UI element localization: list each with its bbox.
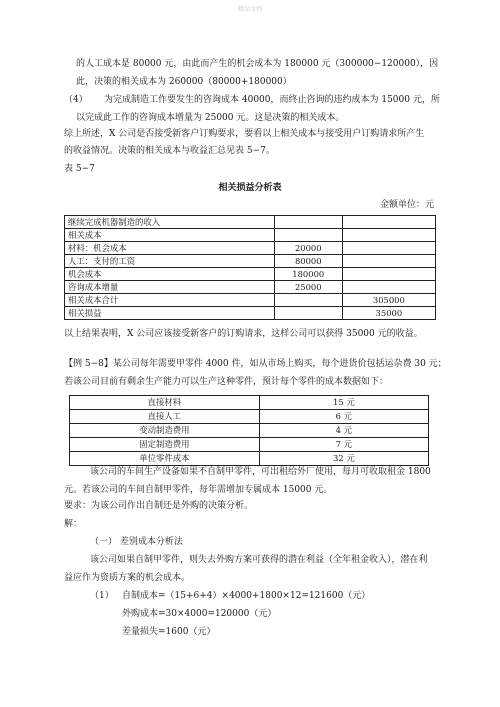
row-label: 咨询成本增量 — [65, 281, 275, 294]
row-label: 材料：机会成本 — [65, 242, 275, 255]
cost-item: 直接材料 — [70, 396, 260, 410]
unit-cost-table — [69, 395, 429, 466]
row-label: 机会成本 — [65, 268, 275, 281]
table-row — [65, 307, 436, 320]
table-row — [65, 216, 436, 229]
row-amount — [274, 229, 342, 242]
row-amount: 25000 — [274, 281, 342, 294]
row-label: 人工：支付的工资 — [65, 255, 275, 268]
row-amount: 20000 — [274, 242, 342, 255]
row-label: 继续完成机器制造的收入 — [65, 216, 275, 229]
table-row — [70, 438, 429, 452]
intro-line-2: 此，决策的相关成本为 260000（80000+180000） — [76, 77, 292, 87]
table-row — [70, 424, 429, 438]
item-4-number: （4） — [64, 95, 88, 105]
row-amount — [274, 216, 342, 229]
table-title: 相关损益分析表 — [218, 183, 282, 193]
table-row — [65, 255, 436, 268]
cost-item: 固定制造费用 — [70, 438, 260, 452]
table-row — [65, 294, 436, 307]
row-label: 相关成本合计 — [65, 294, 275, 307]
rental-line-1: 该公司的车间生产设备如果不自制甲零件，可出租给外厂使用，每月可收取租金 1800 — [90, 467, 431, 477]
cost-item: 直接人工 — [70, 410, 260, 424]
item-4-line-2: 以完成此工作的咨询成本增量为 25000 元。这是决策的相关成本。 — [76, 113, 345, 123]
summary-line-2: 的收益情况。决策的相关成本与收益汇总见表 5−7。 — [64, 146, 275, 156]
analysis-line-2: 益应作为资质方案的机会成本。 — [64, 573, 191, 583]
row-total — [342, 281, 435, 294]
watermark: 精品文档 — [237, 6, 262, 13]
row-label: 相关损益 — [65, 307, 275, 320]
calc-number: （1） — [90, 591, 114, 601]
table-row — [65, 229, 436, 242]
differential-loss: 差量损失=1600（元） — [122, 627, 216, 637]
row-label: 相关成本 — [65, 229, 275, 242]
cost-item: 变动制造费用 — [70, 424, 260, 438]
analysis-line-1: 该公司如果自制甲零件，则失去外购方案可获得的潜在利益（全年租金收入），潜在利 — [90, 555, 428, 565]
intro-line-1: 的人工成本是 80000 元，由此而产生的机会成本为 180000 元（300000−120000），因 — [76, 59, 439, 69]
solution-label: 解： — [64, 519, 83, 529]
example-line-1: 【例 5−8】某公司每年需要甲零件 4000 件，如从市场上购买，每个进货价包括运杂费 30 元； — [64, 359, 447, 369]
row-total: 35000 — [342, 307, 435, 320]
cost-value: 4 元 — [259, 424, 428, 438]
amount-unit: 金额单位：元 — [379, 200, 434, 210]
table-row — [65, 268, 436, 281]
cost-item: 单位零件成本 — [70, 452, 260, 466]
method-heading: （一） 差别成本分析法 — [90, 537, 183, 547]
cost-value: 6 元 — [259, 410, 428, 424]
cost-value: 15 元 — [259, 396, 428, 410]
table-reference: 表 5−7 — [64, 164, 95, 174]
row-total — [342, 255, 435, 268]
summary-line-1: 综上所述，X 公司是否接受新客户订购要求，要看以上相关成本与接受用户订购请求所产生 — [64, 129, 425, 139]
item-4-line-1: 为完成制造工作要发生的咨询成本 40000，而终止咨询的违约成本为 15000 元，所 — [104, 95, 440, 105]
row-total — [342, 268, 435, 281]
row-total — [342, 242, 435, 255]
row-total: 305000 — [342, 294, 435, 307]
example-line-2: 若该公司目前有剩余生产能力可以生产这种零件，预计每个零件的成本数据如下： — [64, 377, 389, 387]
table-row — [70, 396, 429, 410]
requirement: 要求：为该公司作出自制还是外购的决策分析。 — [64, 501, 254, 511]
cost-value: 7 元 — [259, 438, 428, 452]
make-cost: 自制成本=（15+6+4）×4000+1800×12=121600（元） — [122, 591, 371, 601]
cost-value: 32 元 — [259, 452, 428, 466]
table-row — [65, 281, 436, 294]
table-row — [70, 452, 429, 466]
relevant-profit-table — [64, 215, 436, 320]
buy-cost: 外购成本=30×4000=120000（元） — [122, 609, 277, 619]
row-total — [342, 229, 435, 242]
rental-line-2: 元。若该公司的车间自制甲零件，每年需增加专属成本 15000 元。 — [64, 485, 333, 495]
row-amount: 80000 — [274, 255, 342, 268]
row-amount — [274, 294, 342, 307]
table-conclusion: 以上结果表明，X 公司应该接受新客户的订购请求，这样公司可以获得 35000 元的收益。 — [64, 329, 423, 339]
row-amount — [274, 307, 342, 320]
table-row — [70, 410, 429, 424]
row-total — [342, 216, 435, 229]
row-amount: 180000 — [274, 268, 342, 281]
table-row — [65, 242, 436, 255]
